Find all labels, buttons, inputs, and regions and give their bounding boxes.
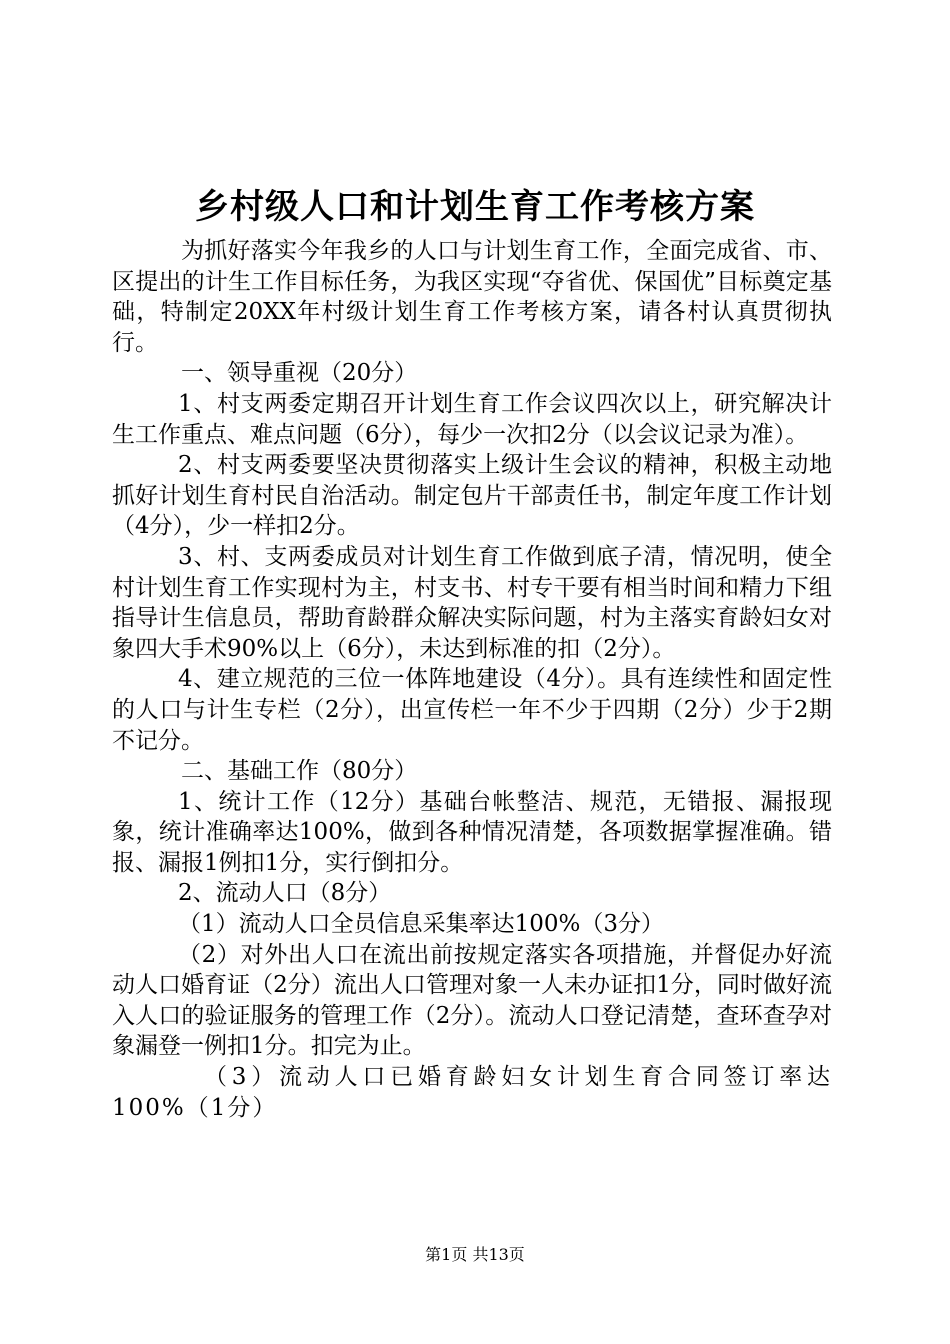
paragraph-subitem-3: （3）流动人口已婚育龄妇女计划生育合同签订率达100%（1分）	[112, 1064, 832, 1121]
section-heading-2: 二、基础工作（80分）	[181, 758, 418, 785]
paragraph-item-2-1: 1、统计工作（12分）基础台帐整洁、规范，无错报、漏报现象，统计准确率达100%，做到各种情况清楚，各项数据掌握准确。错报、漏报1例扣1分，实行倒扣分。	[112, 788, 832, 876]
paragraph-item-1-4: 4、建立规范的三位一体阵地建设（4分）。具有连续性和固定性的人口与计生专栏（2分），出宣传栏一年不少于四期（2分）少于2期不记分。	[112, 666, 832, 754]
document-body	[112, 236, 832, 1123]
paragraph-item-1-1: 1、村支两委定期召开计划生育工作会议四次以上，研究解决计生工作重点、难点问题（6分），每少一次扣2分（以会议记录为准）。	[112, 390, 832, 448]
section-heading-1: 一、领导重视（20分）	[181, 360, 418, 387]
page-title: 乡村级人口和计划生育工作考核方案	[195, 187, 755, 227]
paragraph-item-1-2: 2、村支两委要坚决贯彻落实上级计生会议的精神，积极主动地抓好计划生育村民自治活动。制定包片干部责任书，制定年度工作计划（4分），少一样扣2分。	[112, 452, 832, 540]
paragraph-item-2-2: 2、流动人口（8分）	[178, 880, 392, 907]
intro-paragraph: 为抓好落实今年我乡的人口与计划生育工作，全面完成省、市、区提出的计生工作目标任务，为我区实现“夺省优、保国优”目标奠定基础，特制定20XX年村级计划生育工作考核方案，请各村认真贯彻执行。	[112, 238, 832, 356]
page-number: 第1页 共13页	[425, 1245, 525, 1264]
paragraph-item-1-3: 3、村、支两委成员对计划生育工作做到底子清，情况明，使全村计划生育工作实现村为主，村支书、村专干要有相当时间和精力下组指导计生信息员，帮助育龄群众解决实际问题，村为主落实育龄妇女对象四大手术90%以上（6分），未达到标准的扣（2分）。	[112, 543, 832, 662]
paragraph-subitem-2: （2）对外出人口在流出前按规定落实各项措施，并督促办好流动人口婚育证（2分）流出人口管理对象一人未办证扣1分，同时做好流入人口的验证服务的管理工作（2分）。流动人口登记清楚，查环查孕对象漏登一例扣1分。扣完为止。	[112, 941, 832, 1060]
paragraph-subitem-1: （1）流动人口全员信息采集率达100%（3分）	[178, 911, 665, 938]
